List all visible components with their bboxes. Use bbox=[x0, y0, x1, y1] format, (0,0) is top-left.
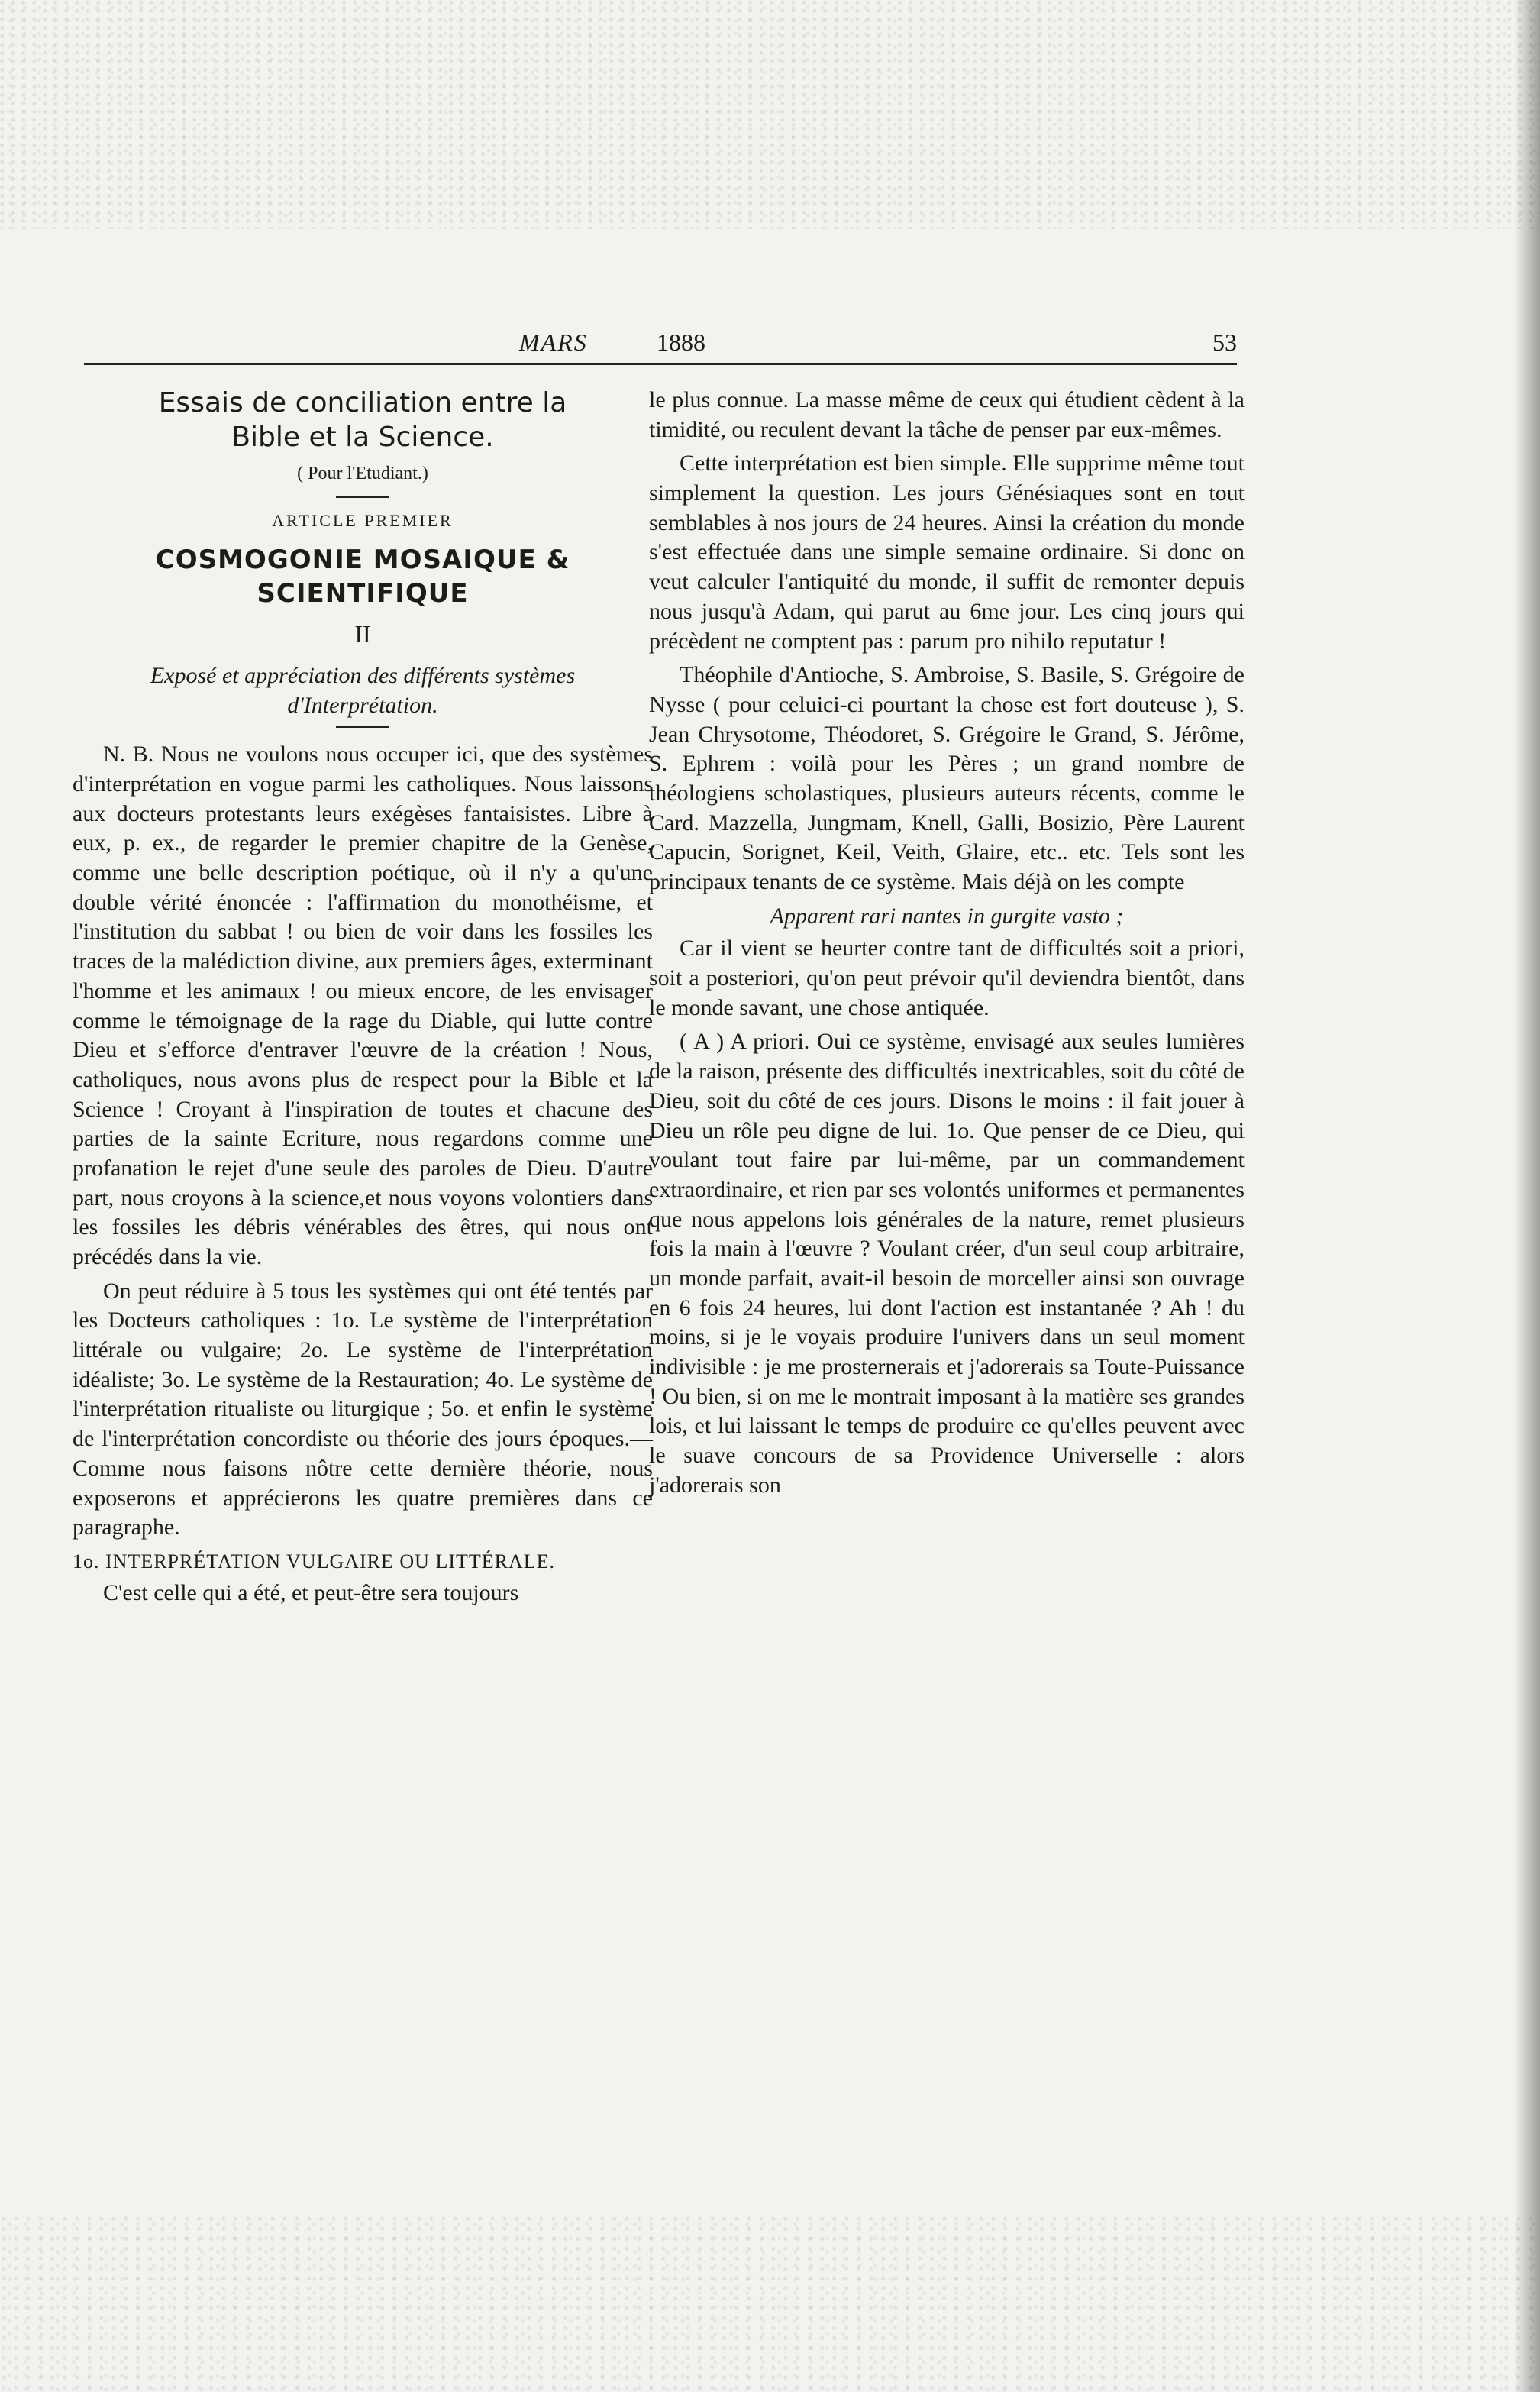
right-column bbox=[649, 386, 1245, 1505]
page-header bbox=[46, 328, 1237, 359]
paragraph: C'est celle qui a été, et peut-être sera toujours bbox=[103, 1580, 519, 1606]
source-note: ( Pour l'Etudiant.) bbox=[297, 464, 428, 483]
paragraph: Théophile d'Antioche, S. Ambroise, S. Basile, S. Grégoire de Nysse ( pour celuici-ci pourtant la chose est fort douteuse ), S. Jean Chrysotome, Théodoret, S. Grégoire le Grand, S. Jérôme, S. Ephrem : voilà pour les Pères ; un grand nombre de théologiens scholastiques, plusieurs auteurs récents, comme le Card. Mazzella, Jungmam, Knell, Galli, Bosizio, Père Laurent Capucin, Sorignet, Keil, Veith, Glaire, etc.. etc. Tels sont les principaux tenants de ce système. Mais déjà on les compte bbox=[649, 662, 1245, 894]
latin-quote: Apparent rari nantes in gurgite vasto ; bbox=[770, 903, 1124, 929]
article-label: ARTICLE PREMIER bbox=[272, 510, 454, 530]
section-subtitle: Exposé et appréciation des différents systèmes d'Interprétation. bbox=[150, 663, 576, 719]
left-column bbox=[73, 386, 653, 1613]
paragraph: Car il vient se heurter contre tant de difficultés soit a priori, soit a posteriori, qu'on peut prévoir qu'il deviendra bientôt, dans le monde savant, une chose antiquée. bbox=[649, 936, 1245, 1020]
running-title: MARS bbox=[519, 328, 588, 356]
scan-noise-top bbox=[0, 0, 1540, 229]
paragraph: ( A ) A priori. Oui ce système, envisagé aux seules lumières de la raison, présente des difficultés inextricables, soit du côté de Dieu, soit du côté de ces jours. Disons le moins : il fait jouer à Dieu un rôle peu digne de lui. 1o. Que penser de ce Dieu, qui voulant tout faire par lui-même, par un commandement extraordinaire, et rien par ses volontés uniformes et permanentes que nous appelons lois générales de la nature, remet plusieurs fois la main à l'œuvre ? Voulant créer, d'un seul coup arbitraire, un monde parfait, avait-il besoin de morceller ainsi son ouvrage en 6 fois 24 heures, lui dont l'action est instantanée ? Ah ! du moins, si je le voyais produire l'univers dans un seul moment indivisible : je me prosternerais et j'adorerais sa Toute-Puissance ! Ou bien, si on me le montrait imposant à la matière ses grandes lois, et lui laissant le temps de produire ce qu'elles peuvent avec le suave concours de sa Providence Universelle : alors j'adorerais son bbox=[649, 1029, 1245, 1498]
paragraph: Cette interprétation est bien simple. Elle supprime même tout simplement la question. Les jours Génésiaques sont en tout semblables à nos jours de 24 heures. Ainsi la création du monde s'est effectuée dans une simple semaine ordinaire. Si donc on veut calculer l'antiquité du monde, il suffit de remonter depuis nous jusqu'à Adam, qui parut au 6me jour. Les cinq jours qui précèdent ne comptent pas : parum pro nihilo reputatur ! bbox=[649, 451, 1245, 654]
paragraph: On peut réduire à 5 tous les systèmes qui ont été tentés par les Docteurs catholiques : 1o. Le système de l'interprétation littérale ou vulgaire; 2o. Le système de l'interprétation idéaliste; 3o. Le système de la Restauration; 4o. Le système de l'interprétation ritualiste ou liturgique ; 5o. et enfin le système de l'interprétation concordiste ou théorie des jours époques.— Comme nous faisons nôtre cette dernière théorie, nous exposerons et apprécierons les quatre premières dans ce paragraphe. bbox=[73, 1278, 653, 1540]
essay-title-line-1: Essais de conciliation entre la bbox=[158, 387, 567, 419]
section-heading: COSMOGONIE MOSAIQUE & SCIENTIFIQUE bbox=[155, 545, 570, 609]
header-year: 1888 bbox=[657, 328, 705, 356]
page-edge-shadow bbox=[1514, 0, 1540, 2392]
scan-noise-bottom bbox=[0, 2215, 1540, 2392]
paragraph: N. B. Nous ne voulons nous occuper ici, que des systèmes d'interprétation en vogue parmi les catholiques. Nous laissons aux docteurs protestants leurs exégèses fantaisistes. Libre à eux, p. ex., de regarder le premier chapitre de la Genèse, comme une belle description poétique, où il n'y a qu'une double vérité énoncée : l'affirmation du monothéisme, et l'institution du sabbat ! ou bien de voir dans les fossiles les traces de la malédiction divine, aux premiers âges, exterminant l'homme et les animaux ! ou mieux encore, de les envisager comme le témoignage de la rage du Diable, qui lutte contre Dieu et s'efforce d'entraver l'œuvre de la création ! Nous, catholiques, nous avons plus de respect pour la Bible et la Science ! Croyant à l'inspiration de toutes et chacune des parties de la sainte Ecriture, nous regardons comme une profanation le rejet d'une seule des paroles de Dieu. D'autre part, nous croyons à la science,et nous voyons volontiers dans les fossiles les débris vénérables des êtres, qui nous ont précédés dans la vie. bbox=[73, 742, 653, 1269]
paragraph: le plus connue. La masse même de ceux qui étudient cèdent à la timidité, ou reculent devant la tâche de penser par eux-mêmes. bbox=[649, 387, 1245, 442]
section-number: II bbox=[354, 620, 371, 648]
essay-title-line-2: Bible et la Science. bbox=[231, 422, 494, 453]
page-number: 53 bbox=[1212, 328, 1237, 356]
subsection-heading: 1o. INTERPRÉTATION VULGAIRE OU LITTÉRALE. bbox=[73, 1550, 556, 1573]
divider bbox=[336, 726, 389, 728]
divider bbox=[336, 496, 389, 498]
header-rule bbox=[84, 363, 1237, 365]
essay-title bbox=[73, 386, 653, 454]
